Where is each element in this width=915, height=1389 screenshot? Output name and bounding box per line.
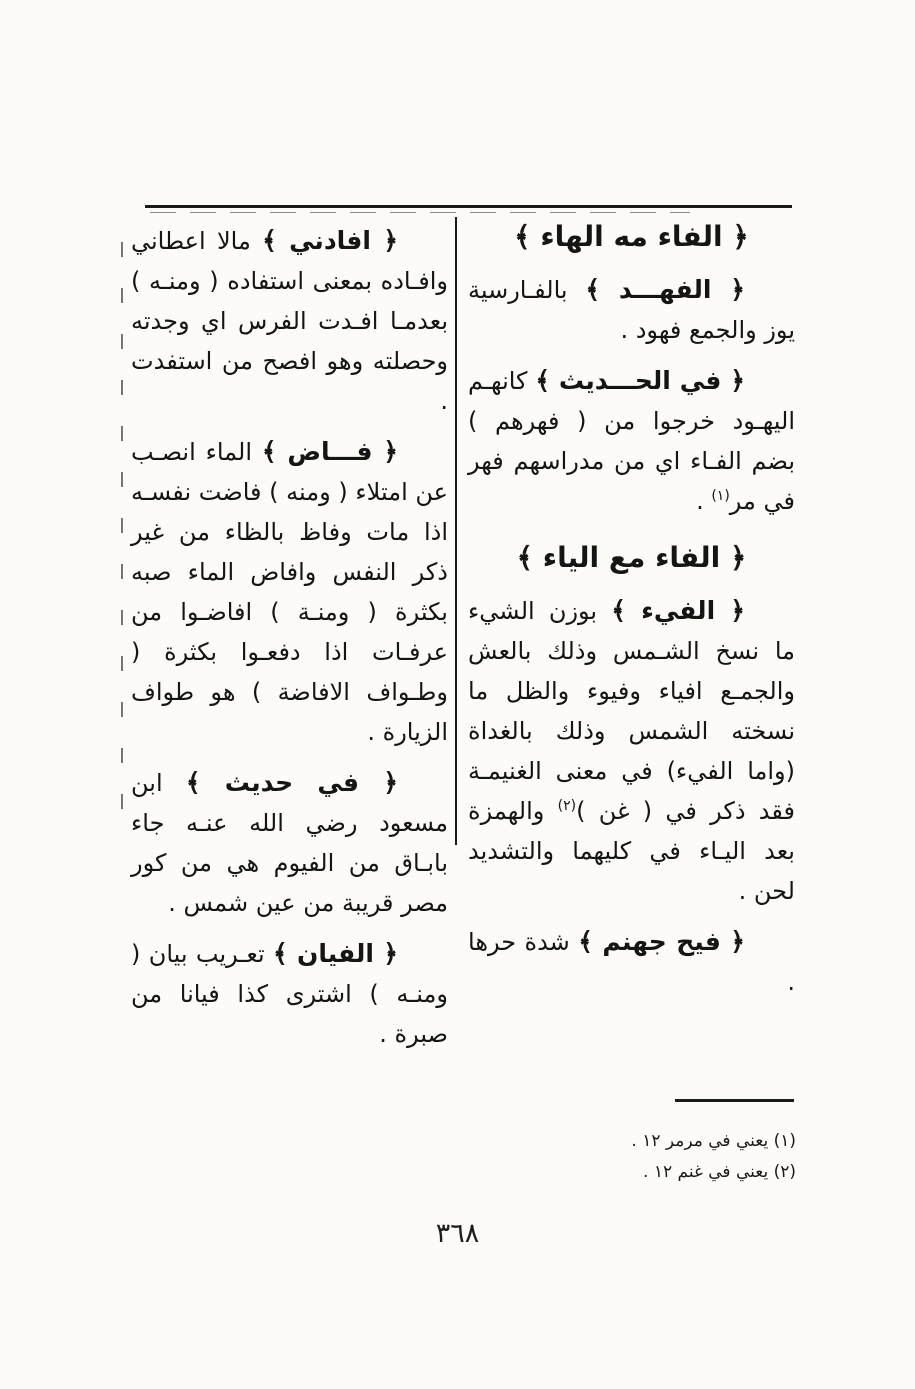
- footnote-separator-rule: [675, 1099, 794, 1102]
- section-header-fa-ha: ﴿ الفاء مه الهاء ﴾: [514, 220, 749, 253]
- entry-alfayan-body: تعـريب بيان ( ومنـه ) اشترى كذا فيانا من صبرة .: [131, 940, 448, 1048]
- entry-fad: [131, 432, 448, 752]
- entry-fayh-jahannam: [468, 922, 795, 1002]
- entry-alfahd-body: بالفـارسية يوز والجمع فهود .: [468, 276, 795, 344]
- entry-fayh-jahannam-headword: ﴿ فيح جهنم ﴾: [578, 927, 745, 956]
- entry-alfay-headword: ﴿ الفيء ﴾: [611, 596, 745, 625]
- entry-alfahd: [468, 270, 795, 350]
- footnotes-block: [631, 1126, 796, 1188]
- left-column: [131, 221, 448, 1054]
- entry-fayh-jahannam-body: شدة حرها .: [468, 928, 795, 996]
- top-rule-scan-shadow: [150, 212, 690, 213]
- entry-alfay-body: بوزن الشيء ما نسخ الشـمس وذلك بالعش والجمـع افياء وفيوء والظل ما نسخته الشمس وذلك بالغداة (واما الفيء) في معنى الغنيمـة فقد ذكر في ( غن ): [468, 597, 795, 825]
- entry-fi-alhadith-headword: ﴿ في الحـــديث ﴾: [535, 366, 745, 395]
- right-column: [468, 214, 795, 1002]
- section-header-fa-ya: ﴿ الفاء مع الياء ﴾: [516, 541, 747, 574]
- entry-fi-alhadith: [468, 361, 795, 521]
- entry-afadani-headword: ﴿ افادني ﴾: [262, 226, 398, 255]
- top-horizontal-rule: [145, 205, 792, 208]
- entry-alfay: [468, 591, 795, 911]
- entry-alfayan-headword: ﴿ الفيان ﴾: [273, 939, 398, 968]
- left-margin-scan-artifact: [121, 242, 123, 838]
- entry-fi-hadith-ibn-masoud-body: ابن مسعود رضي الله عنـه جاء بابـاق من الفيوم هي من كور مصر قريبة من عين شمس .: [131, 769, 448, 917]
- footnote-marker-1: (١): [711, 488, 730, 504]
- entry-fad-headword: ﴿ فـــاض ﴾: [261, 437, 398, 466]
- footnote-marker-2: (٢): [557, 798, 577, 814]
- entry-alfay-tail: والهمزة بعد اليـاء في كليهما والتشديد لحن .: [468, 797, 795, 905]
- entry-afadani-body: مالا اعطاني وافـاده بمعنى استفاده ( ومنـه ) بعدمـا افـدت الفرس اي وجدته وحصلته وهو افصح من استفدت .: [131, 227, 448, 415]
- entry-fi-hadith-ibn-masoud-headword: ﴿ في حديث ﴾: [185, 768, 398, 797]
- entry-fi-hadith-ibn-masoud: [131, 763, 448, 923]
- footnote-1: (١) يعني في مرمر ١٢ .: [631, 1131, 796, 1151]
- entry-fi-alhadith-tail: .: [696, 487, 712, 515]
- entry-fad-body: الماء انصـب عن امتلاء ( ومنه ) فاضت نفسـه اذا مات وفاظ بالظاء من غير ذكر النفس وافاض الماء صبه بكثرة ( ومنـة ) افاضـوا من عرفـات اذا دفعـوا بكثرة ( وطـواف الافاضة ) هو طواف الزيارة .: [131, 438, 448, 746]
- entry-alfahd-headword: ﴿ الفهـــد ﴾: [585, 275, 745, 304]
- entry-afadani: [131, 221, 448, 421]
- entry-alfayan: [131, 934, 448, 1054]
- footnote-2: (٢) يعني في غنم ١٢ .: [643, 1162, 796, 1182]
- column-divider-line: [455, 217, 457, 845]
- entry-fi-alhadith-body: كانهـم اليهـود خرجوا من ( فهرهم ) بضم الفـاء اي من مدراسهم فهر في مر: [468, 367, 795, 515]
- page-number: ٣٦٨: [435, 1218, 480, 1249]
